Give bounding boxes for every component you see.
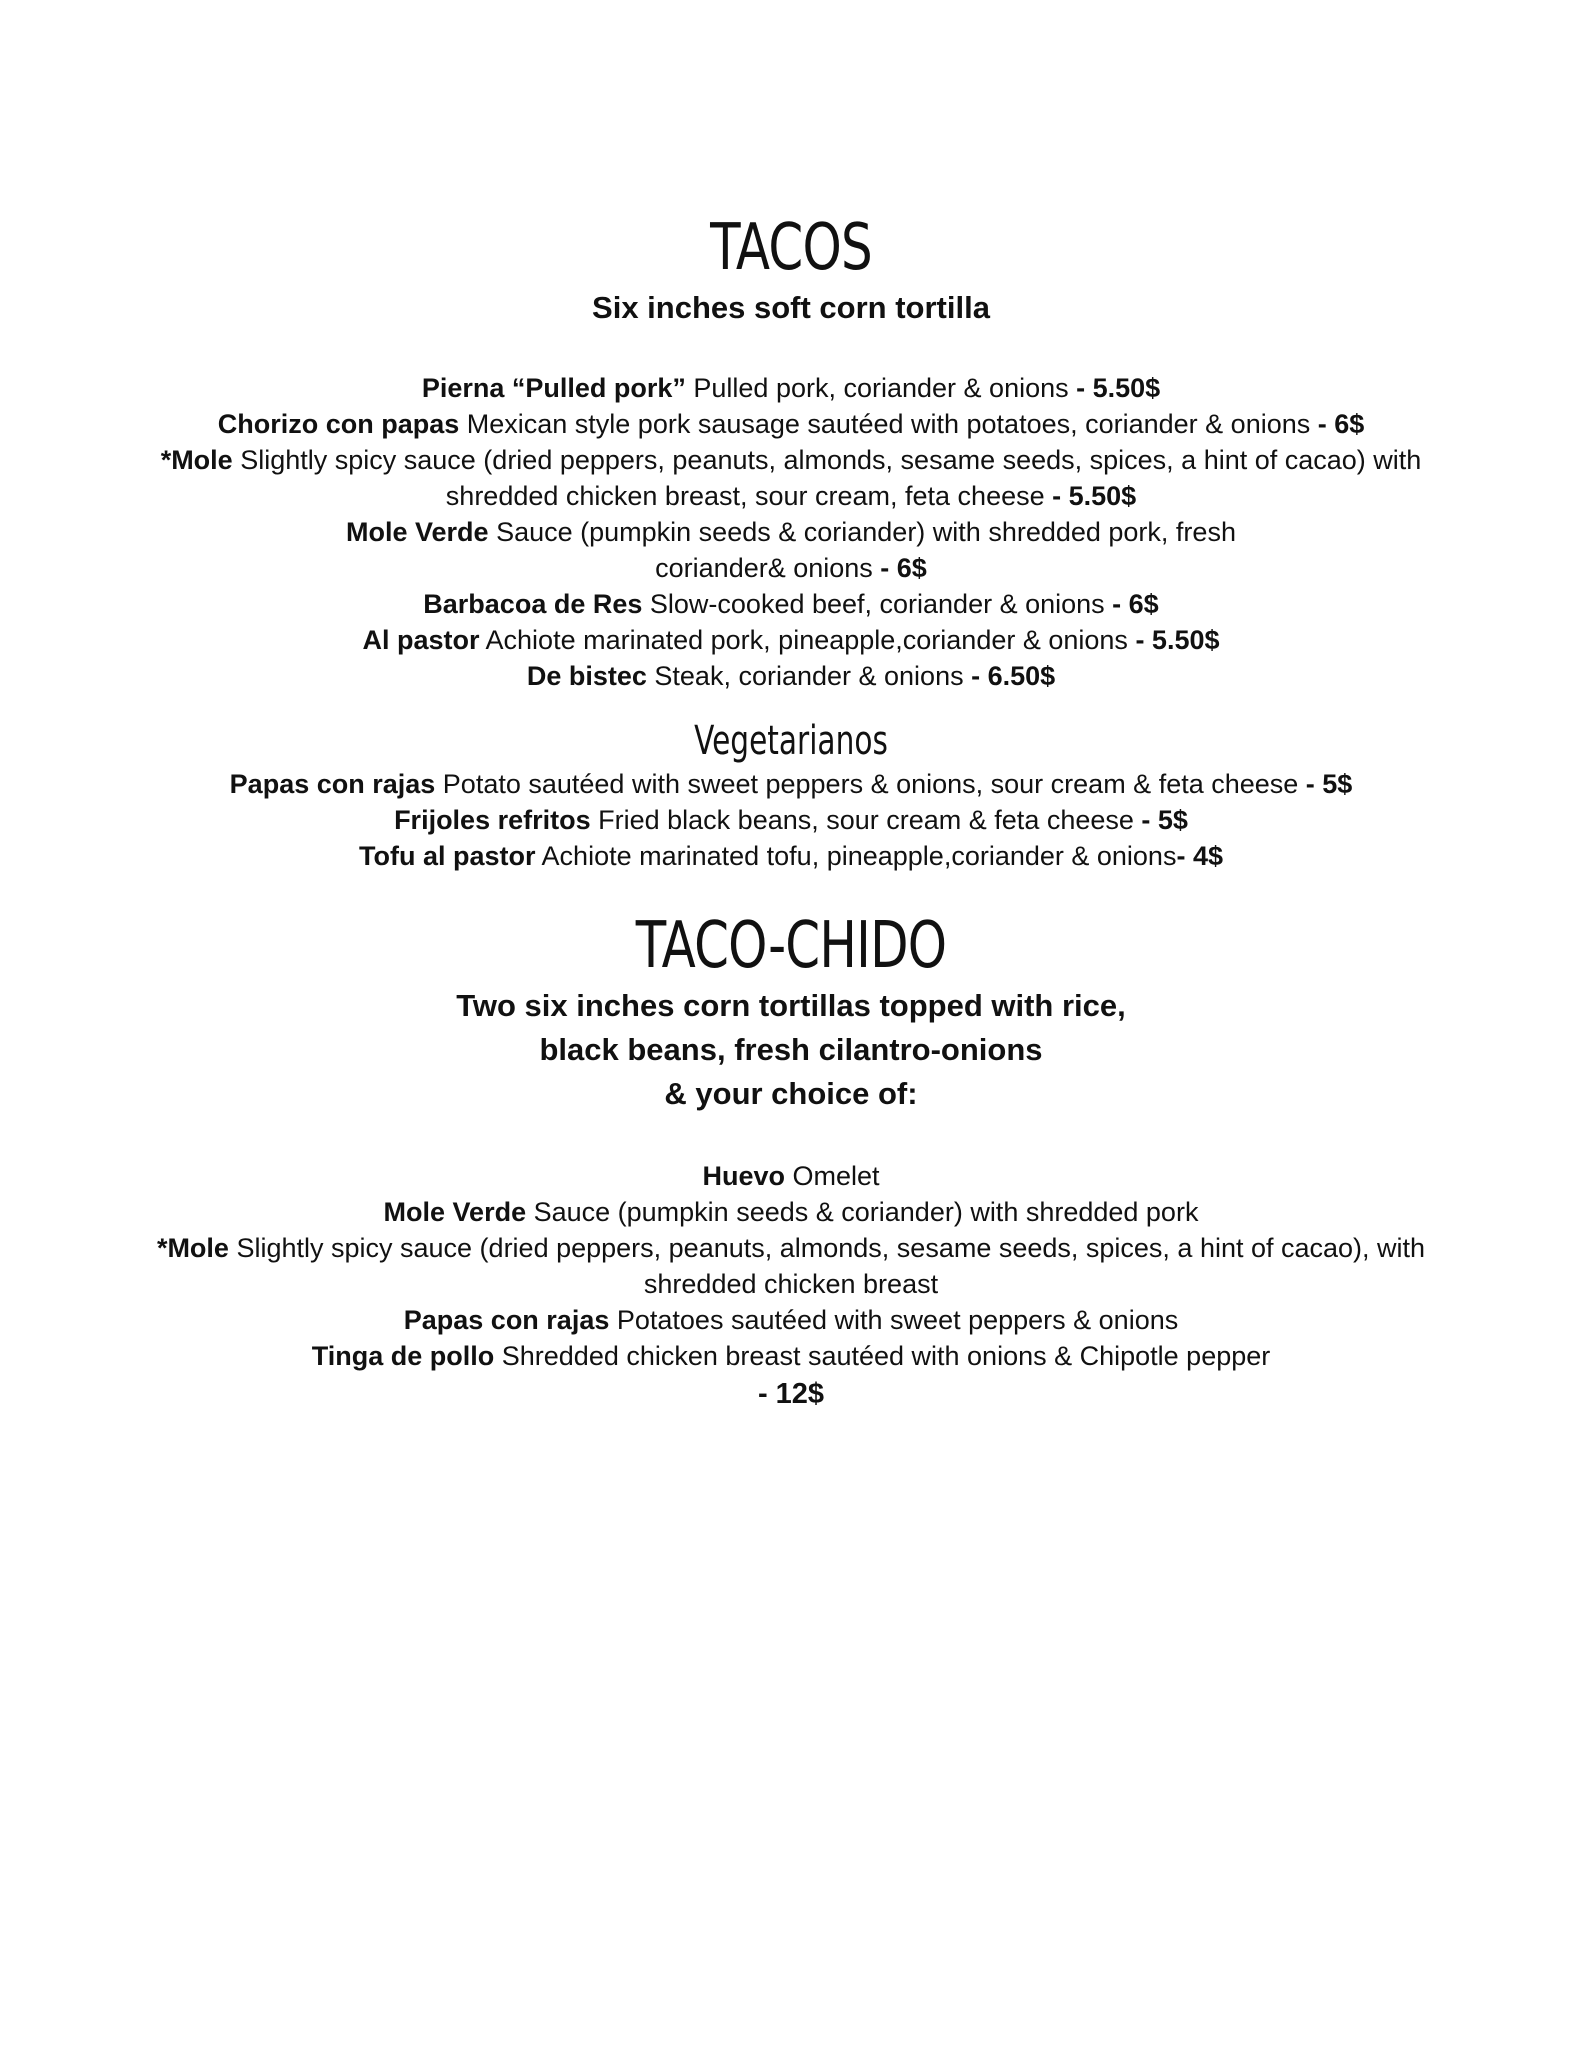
menu-item: [150, 838, 1432, 874]
menu-item: [150, 766, 1432, 802]
menu-item: [150, 1158, 1432, 1194]
menu-item: [150, 370, 1432, 406]
tacos-title: TACOS: [710, 211, 872, 285]
subtitle-line: & your choice of:: [664, 1076, 918, 1111]
taco-chido-section: [150, 908, 1432, 1414]
item-description: Mexican style pork sausage sautéed with potatoes, coriander & onions: [459, 409, 1318, 439]
taco-chido-price: - 12$: [757, 1378, 825, 1410]
item-price: - 5.50$: [1052, 481, 1137, 511]
menu-item: [150, 1302, 1432, 1338]
item-name: Papas con rajas: [403, 1305, 610, 1335]
item-name: Pierna “Pulled pork”: [421, 373, 686, 403]
taco-chido-title: TACO-CHIDO: [635, 909, 947, 983]
item-price: - 6$: [1317, 409, 1365, 439]
item-price: - 6$: [1112, 589, 1159, 619]
item-name: Frijoles refritos: [394, 805, 591, 835]
item-name: *Mole: [160, 445, 233, 475]
item-description: Potatoes sautéed with sweet peppers & onions: [609, 1305, 1179, 1335]
item-description: Omelet: [785, 1161, 880, 1191]
vegetarianos-items: [150, 766, 1432, 874]
subtitle-line: black beans, fresh cilantro-onions: [539, 1032, 1043, 1067]
item-price: - 6$: [880, 553, 927, 583]
item-name: Barbacoa de Res: [423, 589, 643, 619]
menu-item: [150, 802, 1432, 838]
menu-content: [150, 210, 1432, 1414]
item-name: Mole Verde: [346, 517, 489, 547]
subtitle-line: Two six inches corn tortillas topped with rice,: [456, 988, 1126, 1023]
item-description: Slow-cooked beef, coriander & onions: [642, 589, 1113, 619]
item-description: Sauce (pumpkin seeds & coriander) with shredded pork, fresh coriander& onions: [488, 517, 1236, 583]
item-price: - 5.50$: [1076, 373, 1161, 403]
menu-item: [150, 1338, 1432, 1374]
taco-chido-items: [150, 1158, 1432, 1414]
item-name: De bistec: [526, 661, 647, 691]
taco-chido-subtitle: [150, 984, 1432, 1116]
item-name: Chorizo con papas: [217, 409, 460, 439]
item-description: Slightly spicy sauce (dried peppers, peanuts, almonds, sesame seeds, spices, a hint of cacao) with shredded chicken breast, sour cream, feta cheese: [232, 445, 1422, 511]
item-description: Sauce (pumpkin seeds & coriander) with shredded pork: [526, 1197, 1199, 1227]
vegetarianos-title: Vegetarianos: [694, 718, 888, 764]
menu-item: [150, 658, 1432, 694]
item-name: Tofu al pastor: [359, 841, 536, 871]
menu-item: [150, 622, 1432, 658]
item-description: Potato sautéed with sweet peppers & onions, sour cream & feta cheese: [435, 769, 1306, 799]
item-name: Mole Verde: [383, 1197, 527, 1227]
item-price: - 4$: [1176, 841, 1223, 871]
item-name: Papas con rajas: [229, 769, 436, 799]
menu-item: [150, 586, 1432, 622]
menu-item: [150, 442, 1432, 514]
menu-item: [150, 1194, 1432, 1230]
item-description: Steak, coriander & onions: [646, 661, 972, 691]
tacos-subtitle: Six inches soft corn tortilla: [592, 290, 990, 325]
item-description: Fried black beans, sour cream & feta cheese: [590, 805, 1142, 835]
item-description: Achiote marinated tofu, pineapple,coriander & onions: [535, 841, 1177, 871]
item-name: *Mole: [156, 1233, 229, 1263]
item-name: Huevo: [702, 1161, 785, 1191]
item-price: - 6.50$: [971, 661, 1056, 691]
item-price: - 5$: [1305, 769, 1353, 799]
item-description: Shredded chicken breast sautéed with onions & Chipotle pepper: [494, 1341, 1271, 1371]
item-name: Tinga de pollo: [311, 1341, 495, 1371]
item-name: Al pastor: [362, 625, 480, 655]
menu-item: [291, 514, 1291, 586]
item-description: Achiote marinated pork, pineapple,coriander & onions: [479, 625, 1136, 655]
menu-item: [150, 1230, 1432, 1302]
tacos-items: [150, 370, 1432, 694]
tacos-section: [150, 210, 1432, 694]
vegetarianos-section: [150, 716, 1432, 874]
menu-item: [150, 406, 1432, 442]
item-price: - 5$: [1141, 805, 1188, 835]
item-description: Slightly spicy sauce (dried peppers, peanuts, almonds, sesame seeds, spices, a hint of cacao), with shredded chicken breast: [228, 1233, 1426, 1299]
item-price: - 5.50$: [1135, 625, 1220, 655]
item-description: Pulled pork, coriander & onions: [685, 373, 1077, 403]
